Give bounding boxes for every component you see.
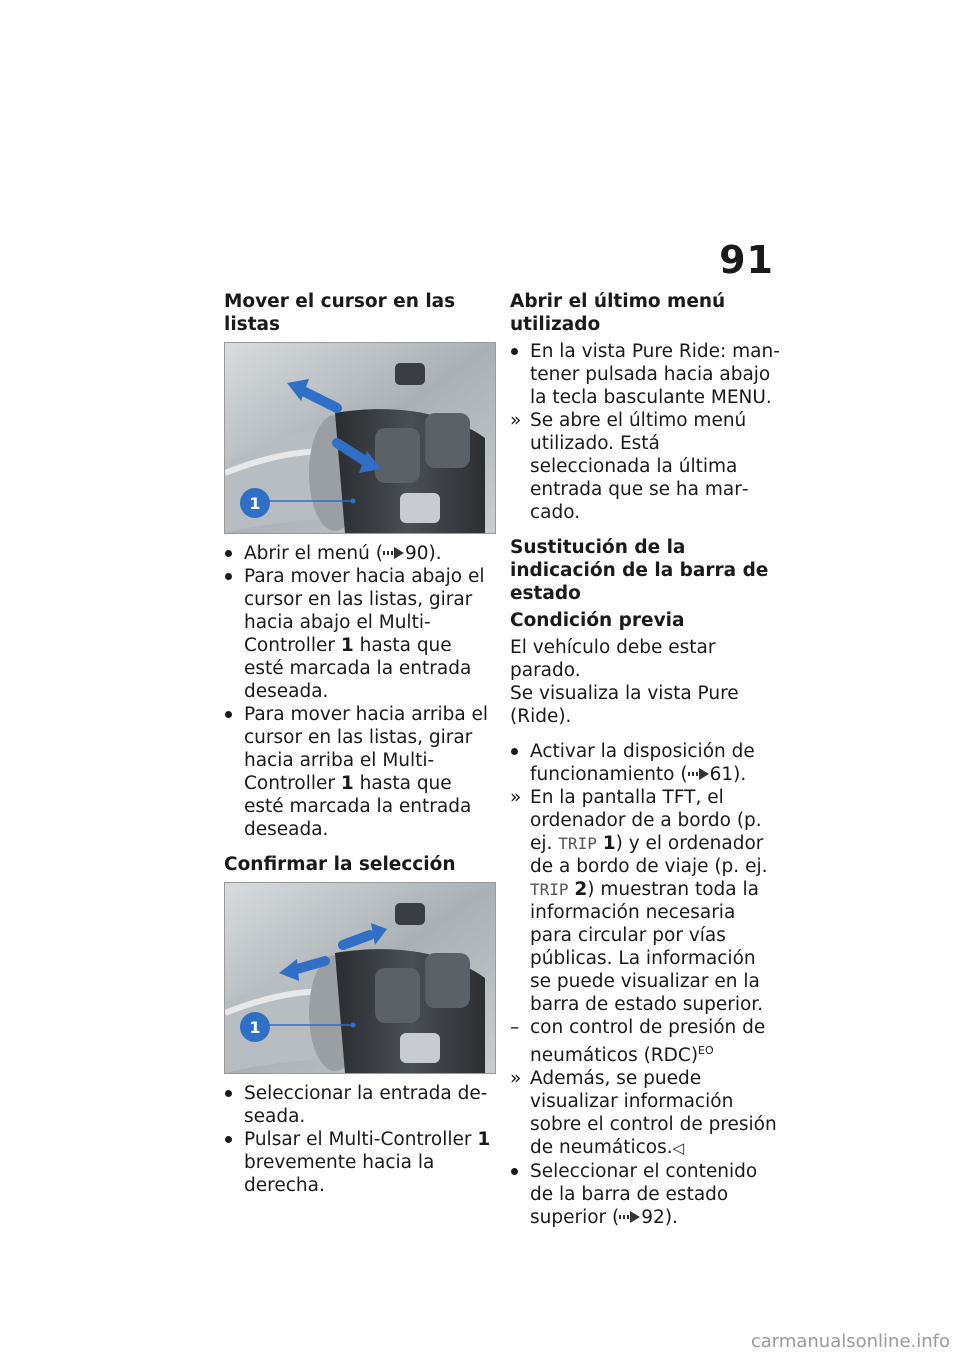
list-item: Para mover hacia arriba el cursor en las listas, girar hacia arriba el Multi-Controller 1 hasta que esté marcada la entrada deseada. [224, 703, 494, 841]
result-marker: » [510, 410, 522, 431]
result-marker: » [510, 1068, 522, 1090]
callout-1: 1 [249, 494, 261, 513]
page-number: 91 [719, 238, 774, 282]
page-ref-arrow-icon [619, 1210, 641, 1224]
page-ref-arrow-icon [383, 546, 405, 560]
list-item: Para mover hacia abajo el cursor en las listas, girar hacia abajo el Multi-Controller 1 hasta que esté marcada la entrada deseada. [224, 565, 494, 703]
list-item: Seleccionar el contenido de la barra de estado superior ( 92). [510, 1160, 780, 1229]
page-ref-arrow-icon [688, 767, 710, 781]
result-marker: » [510, 787, 522, 808]
condition-text: Se visualiza la vista Pure (Ride). [510, 683, 739, 727]
result-item: » Se abre el último menú utilizado. Está seleccionada la última entrada que se ha marcado. [510, 410, 749, 523]
left-column [224, 290, 494, 1197]
dash-marker: – [510, 1017, 520, 1038]
bullet-icon [225, 711, 232, 718]
dash-item: – con control de presión de neumáticos (RDC)$^{EO}$ [510, 1017, 766, 1067]
trip-display-text: TRIP [558, 834, 597, 853]
end-of-section-icon: ◁ [672, 1139, 685, 1158]
heading-move-cursor: Mover el cursor en las listas [224, 291, 456, 335]
bullet-icon [225, 1136, 232, 1143]
bullet-icon [511, 348, 518, 355]
right-column [510, 290, 780, 1229]
bullet-icon [225, 1090, 232, 1097]
list-item: Pulsar el Multi-Controller 1 brevemente hacia la derecha. [224, 1128, 494, 1197]
condition-text: El vehículo debe estar parado. [510, 637, 716, 681]
heading-precondition: Condición previa [510, 610, 685, 631]
trip-display-text: TRIP [530, 880, 569, 899]
heading-status-bar: Sustitución de la indicación de la barra de estado [510, 537, 769, 604]
heading-last-menu: Abrir el último menú utilizado [510, 291, 726, 335]
bullet-icon [511, 1168, 518, 1175]
bullet-icon [511, 748, 518, 755]
bullet-icon [225, 550, 232, 557]
heading-confirm-selection: Confirmar la selección [224, 854, 456, 875]
bullet-icon [225, 573, 232, 580]
multi-controller-photo-press [224, 882, 496, 1074]
result-item: » Además, se puede visualizar información sobre el control de presión de neumáticos.◁ [510, 1068, 777, 1159]
list-item: Abrir el menú ( 90). [224, 542, 494, 565]
list-item: En la vista Pure Ride: mantener pulsada hacia abajo la tecla basculante MENU. [510, 340, 780, 409]
list-item: Seleccionar la entrada deseada. [224, 1082, 494, 1128]
result-item: » En la pantalla TFT, el ordenador de a bordo (p. ej. TRIP 1) y el ordenador de a bordo de viaje (p. ej. TRIP 2) muestran toda la información necesaria para circular por vías públicas. La información se puede visualizar en la barra de estado superior. [510, 787, 768, 1015]
list-item: Activar la disposición de funcionamiento ( 61). [510, 740, 780, 786]
watermark-footer: carmanualsonline.info [750, 1331, 950, 1352]
callout-1: 1 [249, 1018, 261, 1037]
multi-controller-photo-scroll [224, 342, 496, 534]
